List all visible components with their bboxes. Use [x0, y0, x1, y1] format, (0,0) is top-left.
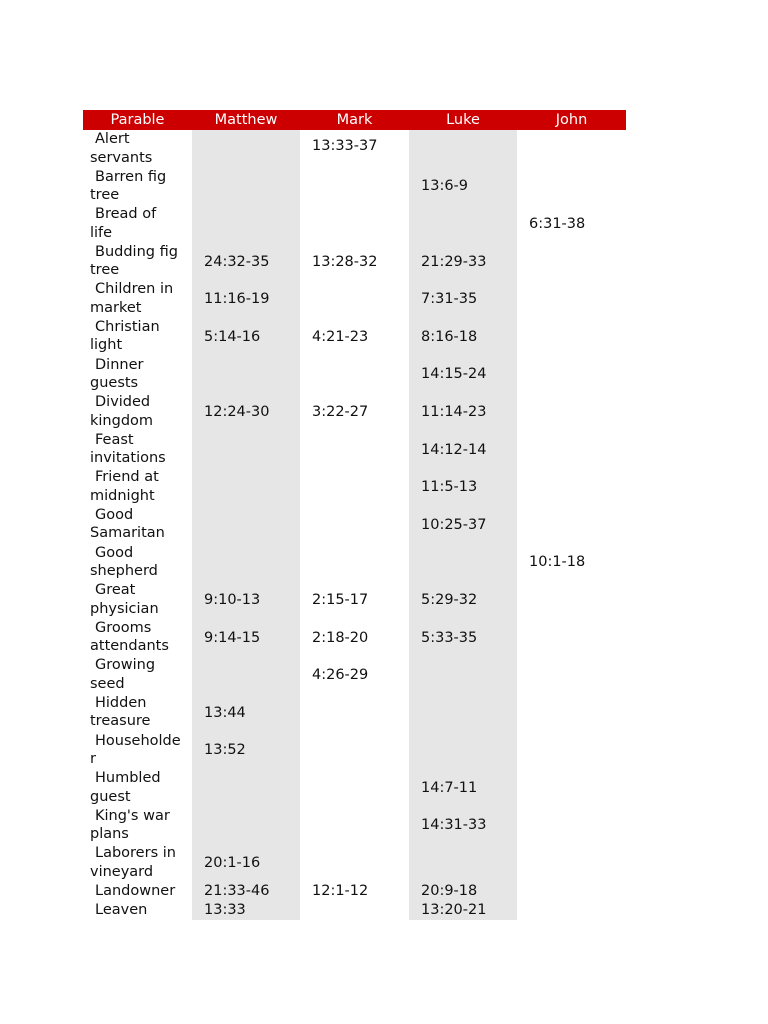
- luke-reference: 13:6-9: [421, 178, 469, 195]
- header-john: John: [555, 112, 588, 128]
- parable-name-line2: guest: [90, 788, 131, 805]
- parable-name-line2: life: [90, 224, 113, 241]
- parable-name-line1: Great: [95, 582, 136, 599]
- table-row: [83, 393, 626, 431]
- luke-reference: [409, 732, 517, 770]
- mark-reference: 4:26-29: [312, 667, 369, 684]
- mark-reference: [300, 205, 409, 243]
- parable-name-cell: [83, 581, 192, 619]
- matthew-reference: [192, 431, 300, 469]
- parable-name-line2: tree: [90, 262, 120, 279]
- mark-reference: 13:33-37: [312, 138, 378, 154]
- parable-name-line1: Feast: [95, 431, 134, 448]
- luke-reference: 5:29-32: [421, 591, 478, 608]
- parable-name-line1: Householde: [95, 732, 181, 749]
- mark-reference: [300, 468, 409, 506]
- luke-reference: 7:31-35: [421, 291, 478, 308]
- table-row: [83, 581, 626, 619]
- matthew-reference: 21:33-46: [204, 882, 270, 899]
- parable-name-line2: light: [90, 337, 123, 354]
- parable-name-line2: guests: [90, 375, 139, 392]
- table-row: [83, 544, 626, 582]
- luke-reference: 11:14-23: [421, 403, 487, 420]
- matthew-reference: 5:14-16: [204, 328, 261, 345]
- mark-reference: [300, 694, 409, 732]
- parable-name-line1: Children in: [95, 281, 174, 298]
- matthew-reference: [192, 506, 300, 544]
- parable-name-cell: [83, 506, 192, 544]
- parable-name-cell: [83, 544, 192, 582]
- luke-reference: [409, 544, 517, 582]
- parable-name-line2: vineyard: [90, 863, 154, 880]
- john-reference: [517, 356, 626, 394]
- matthew-reference: [192, 544, 300, 582]
- parable-name-line1: Barren fig: [95, 168, 167, 185]
- mark-reference: 2:18-20: [312, 629, 369, 646]
- luke-reference: 21:29-33: [421, 253, 487, 270]
- table-row: [83, 356, 626, 394]
- table-row: [83, 882, 626, 901]
- luke-reference: [409, 694, 517, 732]
- parable-name-cell: [83, 243, 192, 281]
- parable-name-line1: Good: [95, 544, 134, 561]
- table-row: [83, 130, 626, 168]
- parable-name-cell: [83, 619, 192, 657]
- mark-reference: [300, 431, 409, 469]
- matthew-reference: [192, 356, 300, 394]
- mark-reference: [300, 544, 409, 582]
- luke-reference: 10:25-37: [421, 516, 487, 533]
- parable-name-line1: Dinner: [95, 356, 144, 373]
- john-reference: [517, 280, 626, 318]
- parable-name-cell: [83, 393, 192, 431]
- matthew-reference: 24:32-35: [204, 253, 270, 270]
- parable-name-line1: Alert: [95, 131, 130, 147]
- table-row: [83, 769, 626, 807]
- parable-name-line1: Growing: [95, 657, 156, 674]
- parable-name-cell: [83, 901, 192, 920]
- john-reference: [517, 506, 626, 544]
- matthew-reference: [192, 168, 300, 206]
- mark-reference: 2:15-17: [312, 591, 369, 608]
- john-reference: [517, 318, 626, 356]
- parable-name-line2: servants: [90, 149, 153, 166]
- luke-reference: 14:15-24: [421, 366, 487, 383]
- table-row: [83, 619, 626, 657]
- matthew-reference: 20:1-16: [204, 855, 261, 872]
- mark-reference: [300, 168, 409, 206]
- mark-reference: [300, 280, 409, 318]
- parable-name-line1: King's war: [95, 807, 170, 824]
- parable-name-line1: Hidden: [95, 694, 147, 711]
- table-row: [83, 431, 626, 469]
- mark-reference: [300, 356, 409, 394]
- parable-name-line2: plans: [90, 826, 129, 843]
- parable-name-line1: Bread of: [95, 206, 157, 223]
- parable-name-line2: treasure: [90, 713, 151, 730]
- john-reference: [517, 656, 626, 694]
- table-row: [83, 506, 626, 544]
- table-row: [83, 694, 626, 732]
- parable-name-line1: Grooms: [95, 619, 152, 636]
- mark-reference: [300, 844, 409, 882]
- matthew-reference: [192, 769, 300, 807]
- parable-name-line2: market: [90, 299, 142, 316]
- luke-reference: 14:12-14: [421, 441, 487, 458]
- luke-reference: 8:16-18: [421, 328, 478, 345]
- john-reference: [517, 807, 626, 845]
- matthew-reference: 9:10-13: [204, 591, 261, 608]
- parables-table: [83, 110, 626, 920]
- matthew-reference: 11:16-19: [204, 291, 270, 308]
- header-luke: Luke: [446, 112, 480, 128]
- table-row: [83, 168, 626, 206]
- john-reference: [517, 393, 626, 431]
- parable-name-line1: Divided: [95, 394, 151, 411]
- matthew-reference: [192, 130, 300, 168]
- parable-name-cell: [83, 318, 192, 356]
- table-row: [83, 844, 626, 882]
- parable-name-line1: Humbled: [95, 770, 161, 787]
- mark-reference: 13:28-32: [312, 253, 378, 270]
- matthew-reference: [192, 205, 300, 243]
- mark-reference: [300, 769, 409, 807]
- parable-name-cell: [83, 130, 192, 168]
- parable-name-line2: tree: [90, 187, 120, 204]
- matthew-reference: 12:24-30: [204, 403, 270, 420]
- parable-name-cell: [83, 694, 192, 732]
- john-reference: [517, 243, 626, 281]
- john-reference: [517, 168, 626, 206]
- luke-reference: 5:33-35: [421, 629, 478, 646]
- john-reference: [517, 901, 626, 920]
- table-row: [83, 205, 626, 243]
- table-row: [83, 243, 626, 281]
- john-reference: [517, 581, 626, 619]
- luke-reference: 14:31-33: [421, 817, 487, 834]
- parable-name-line1: Budding fig: [95, 243, 178, 260]
- header-mark: Mark: [336, 112, 373, 128]
- header-parable: Parable: [110, 112, 165, 128]
- john-reference: [517, 882, 626, 901]
- matthew-reference: 13:44: [204, 704, 246, 721]
- parable-name-cell: [83, 168, 192, 206]
- mark-reference: 4:21-23: [312, 328, 369, 345]
- john-reference: [517, 431, 626, 469]
- parable-name-line2: seed: [90, 675, 125, 692]
- table-row: [83, 656, 626, 694]
- mark-reference: [300, 732, 409, 770]
- matthew-reference: [192, 807, 300, 845]
- matthew-reference: 9:14-15: [204, 629, 261, 646]
- header-matthew: Matthew: [214, 112, 278, 128]
- luke-reference: 20:9-18: [421, 882, 478, 899]
- parable-name-line1: Good: [95, 506, 134, 523]
- parable-name-line1: Christian: [95, 318, 160, 335]
- john-reference: [517, 769, 626, 807]
- john-reference: [517, 619, 626, 657]
- table-row: [83, 280, 626, 318]
- parable-name-cell: [83, 807, 192, 845]
- parable-name-cell: [83, 882, 192, 901]
- parable-name-cell: [83, 732, 192, 770]
- john-reference: [517, 732, 626, 770]
- parable-name-cell: [83, 280, 192, 318]
- luke-reference: 13:20-21: [421, 901, 487, 918]
- luke-reference: [409, 656, 517, 694]
- john-reference: 10:1-18: [529, 554, 586, 571]
- parable-name-cell: [83, 656, 192, 694]
- matthew-reference: [192, 468, 300, 506]
- parable-name-line2: attendants: [90, 638, 169, 655]
- parable-name-line2: invitations: [90, 450, 166, 467]
- john-reference: [517, 694, 626, 732]
- parable-name-cell: [83, 431, 192, 469]
- parable-name-cell: [83, 356, 192, 394]
- parable-name-line1: Leaven: [95, 901, 148, 918]
- john-reference: [517, 468, 626, 506]
- table-row: [83, 318, 626, 356]
- parable-name-line2: shepherd: [90, 563, 158, 580]
- parable-name-line2: r: [90, 751, 96, 767]
- table-row: [83, 901, 626, 920]
- parable-name-line2: Samaritan: [90, 525, 165, 542]
- john-reference: [517, 130, 626, 168]
- matthew-reference: 13:33: [204, 901, 246, 918]
- table-row: [83, 468, 626, 506]
- parable-name-line1: Laborers in: [95, 845, 176, 862]
- parable-name-line1: Landowner: [95, 882, 176, 899]
- table-header-row: [83, 110, 626, 130]
- parable-name-cell: [83, 468, 192, 506]
- mark-reference: [300, 901, 409, 920]
- luke-reference: [409, 130, 517, 168]
- matthew-reference: 13:52: [204, 742, 246, 759]
- mark-reference: [300, 506, 409, 544]
- parable-name-line2: physician: [90, 600, 159, 617]
- mark-reference: 3:22-27: [312, 403, 369, 420]
- luke-reference: 14:7-11: [421, 779, 478, 796]
- parable-name-cell: [83, 844, 192, 882]
- mark-reference: 12:1-12: [312, 882, 369, 899]
- table-row: [83, 807, 626, 845]
- parable-name-line2: kingdom: [90, 412, 154, 429]
- parable-name-line2: midnight: [90, 487, 155, 504]
- parable-name-cell: [83, 769, 192, 807]
- john-reference: [517, 844, 626, 882]
- luke-reference: 11:5-13: [421, 479, 478, 496]
- luke-reference: [409, 205, 517, 243]
- parable-name-cell: [83, 205, 192, 243]
- parable-name-line1: Friend at: [95, 469, 159, 486]
- table-row: [83, 732, 626, 770]
- table-body: [83, 130, 626, 920]
- mark-reference: [300, 807, 409, 845]
- john-reference: 6:31-38: [529, 215, 586, 232]
- matthew-reference: [192, 656, 300, 694]
- luke-reference: [409, 844, 517, 882]
